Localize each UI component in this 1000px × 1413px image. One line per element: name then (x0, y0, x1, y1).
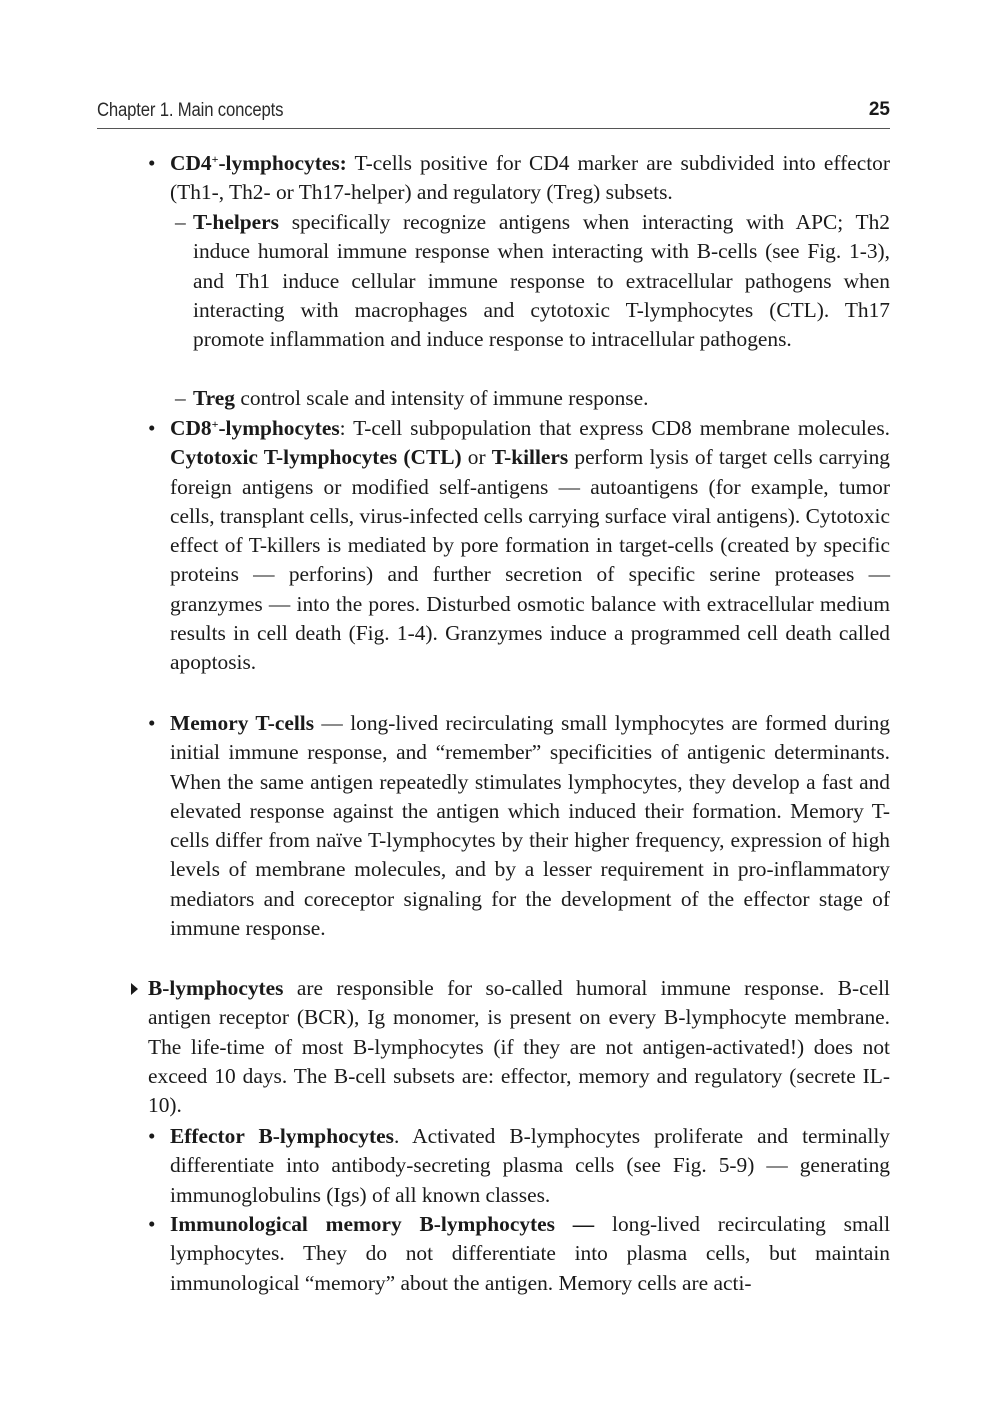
page-header (97, 96, 890, 129)
b-lymphocytes-paragraph (148, 974, 890, 1120)
cd4-term: CD4+-lymphocytes: (170, 151, 347, 175)
memory-b-text: long-lived recirculating small lymphocytes. They do not differentiate into plasma cells, but maintain immunological “memory” about the antigen. Memory cells are acti- (170, 1212, 891, 1295)
b-lymphocytes-text: are responsible for so-called humoral immune response. B-cell antigen receptor (BCR), Ig monomer, is present on every B-lymphocyte membrane. The life-time of most B-lymphocytes (if they are not antigen-activated!) does not exceed 10 days. The B-cell subsets are: effector, memory and regulatory (secrete IL-10). (148, 976, 890, 1118)
effector-b-text: . Activated B-lymphocytes proliferate and terminally differentiate into antibody-secreting plasma cells (see Fig. 5-9) — generating immunoglobulins (Igs) of all known classes. (170, 1124, 890, 1207)
dash-marker: – (175, 210, 186, 234)
bullet-marker: • (148, 416, 156, 440)
bullet-marker: • (148, 1124, 156, 1148)
memory-t-text: — long-lived recirculating small lymphocytes are formed during initial immune response, and “remember” specificities of antigenic determinants. When the same antigen repeatedly stimulates lymphocytes, they develop a fast and elevated response against the antigen which induced their formation. Memory T-cells differ from naïve T-lymphocytes by their higher frequency, expression of high levels of membrane molecules, and by a lesser requirement in pro-inflammatory mediators and coreceptor signaling for the development of the effector stage of immune response. (170, 711, 890, 941)
cd8-paragraph (170, 414, 890, 678)
effector-b-paragraph (170, 1122, 890, 1210)
chapter-title: Chapter 1. Main concepts (97, 100, 284, 121)
dash-marker: – (175, 386, 186, 410)
bullet-marker: • (148, 711, 156, 735)
cd4-paragraph (170, 149, 890, 208)
thelpers-term: T-helpers (193, 210, 279, 234)
bullet-marker: • (148, 1212, 156, 1236)
b-lymphocytes-term: B-lymphocytes (148, 976, 284, 1000)
cd4-text: T-cells positive for CD4 marker are subdivided into effector (Th1-, Th2- or Th17-helper) and regulatory (Treg) subsets. (170, 151, 890, 205)
treg-paragraph (193, 384, 890, 413)
treg-term: Treg (193, 386, 235, 410)
page-number: 25 (868, 99, 890, 120)
memory-t-paragraph (170, 709, 890, 943)
cd8-text: : T-cell subpopulation that express CD8 membrane molecules. (339, 416, 890, 440)
tkillers-term: T-killers (491, 445, 569, 470)
ctl-term: Cytotoxic T-lymphocytes (CTL) (170, 445, 462, 470)
thelpers-paragraph (193, 208, 890, 354)
thelpers-text: specifically recognize antigens when interacting with APC; Th2 induce humoral immune response when interacting with B-cells (see Fig. 1-3), and Th1 induce cellular immune response to extracellular pathogens when interacting with macrophages and cytotoxic T-lymphocytes (CTL). Th17 promote inflammation and induce response to intracellular pathogens. (193, 210, 890, 352)
memory-t-term: Memory T-cells (170, 711, 315, 735)
cd8-term: CD8+-lymphocytes (170, 416, 340, 440)
memory-b-paragraph (170, 1210, 890, 1298)
treg-text: control scale and intensity of immune response. (234, 386, 649, 410)
effector-b-term: Effector B-lymphocytes (170, 1124, 394, 1148)
arrow-bullet-icon (131, 983, 138, 995)
bullet-marker: • (148, 151, 156, 175)
cd8-text: or (461, 445, 492, 470)
cd8-text: perform lysis of target cells carrying foreign antigens or modified self-antigens — autoantigens (for example, tumor cells, transplant cells, virus-infected cells carrying surface viral antigens). Cytotoxic effect of T-killers is mediated by pore formation in target-cells (created by specific proteins — perforins) and further secretion of specific serine proteases — granzymes — into the pores. Disturbed osmotic balance with extracellular medium results in cell death (Fig. 1-4). Granzymes induce a programmed cell death called apoptosis. (170, 445, 891, 675)
memory-b-term: Immunological memory B-lymphocytes — (170, 1212, 595, 1236)
